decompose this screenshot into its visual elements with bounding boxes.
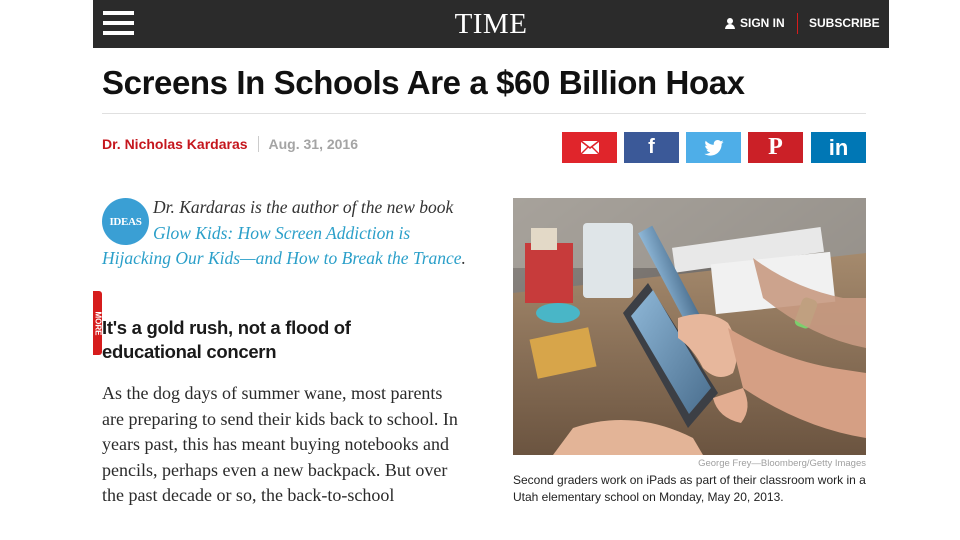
share-facebook-button[interactable] [624,132,679,163]
nav-divider [797,13,798,34]
share-pinterest-button[interactable] [748,132,803,163]
book-link[interactable]: Glow Kids: How Screen Addiction is Hijacking Our Kids—and How to Break the Trance [102,222,462,268]
top-navigation-bar [93,0,889,48]
time-logo[interactable]: TIME [454,8,528,40]
linkedin-icon: in [828,134,849,160]
author-intro [102,195,467,272]
more-side-tab[interactable] [93,291,102,355]
envelope-icon [581,141,599,154]
sign-in-link[interactable] [725,16,785,30]
photo-caption: Second graders work on iPads as part of their classroom work in a Utah elementary school on Monday, May 20, 2013. [513,473,866,504]
sign-in-label: SIGN IN [740,16,785,30]
user-icon [725,18,735,29]
bird-icon [704,140,724,156]
article-photo[interactable] [513,198,866,455]
subscribe-link[interactable]: SUBSCRIBE [809,16,880,30]
hamburger-menu-icon[interactable] [103,11,134,36]
intro-text: Dr. Kardaras is the author of the new book [153,197,454,217]
intro-suffix: . [461,248,466,268]
share-linkedin-button[interactable] [811,132,866,163]
byline-separator [258,136,259,152]
title-divider [102,113,866,114]
classroom-ipad-photo [513,198,866,455]
byline [102,136,358,152]
ideas-badge: IDEAS [102,198,149,245]
photo-credit: George Frey—Bloomberg/Getty Images [698,458,866,469]
share-twitter-button[interactable] [686,132,741,163]
article-title: Screens In Schools Are a $60 Billion Hoax [102,64,745,101]
article-paragraph: As the dog days of summer wane, most parents are preparing to send their kids back to school. In years past, this has meant buying notebooks and pencils, perhaps even a new backpack. But over the past decade or so, the back-to-school [102,383,458,505]
share-email-button[interactable] [562,132,617,163]
publish-date: Aug. 31, 2016 [268,136,359,152]
pinterest-icon: P [768,134,783,160]
facebook-icon: f [648,136,655,158]
article-subheading: It's a gold rush, not a flood of educational concern [102,317,351,362]
more-tab-label: MORE [93,311,102,335]
author-link[interactable]: Dr. Nicholas Kardaras [102,136,248,152]
